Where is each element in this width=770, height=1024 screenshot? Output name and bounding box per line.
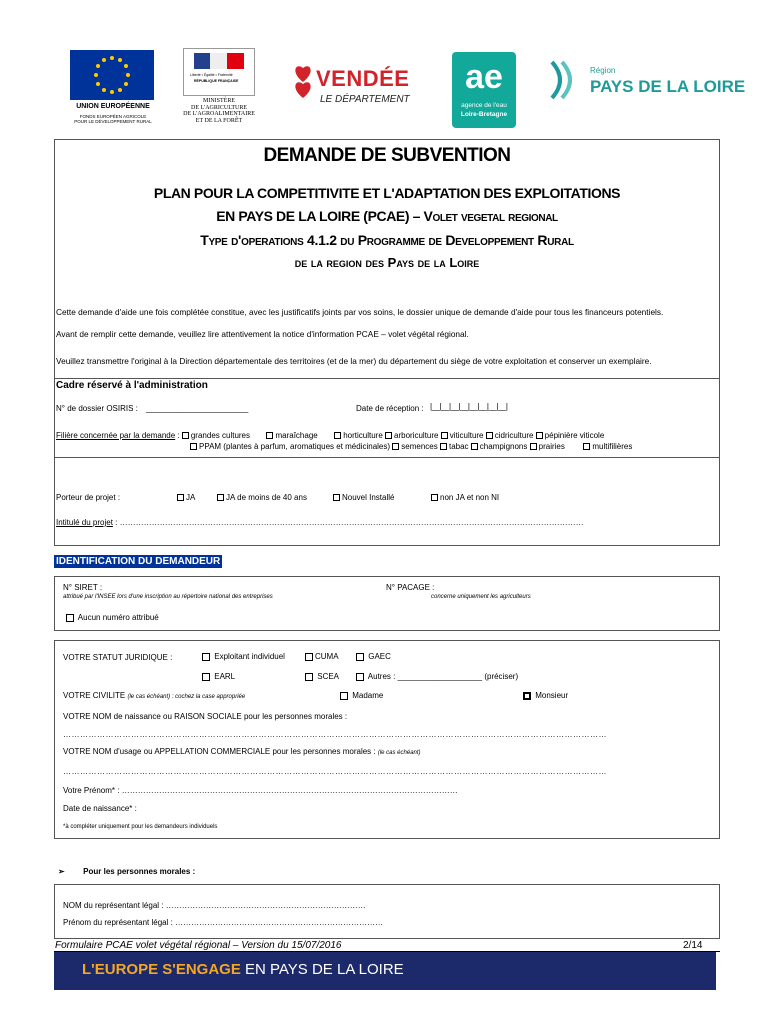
checkbox-icon[interactable] xyxy=(66,614,74,622)
intitule-line xyxy=(56,518,584,527)
civilite-madame[interactable]: Madame xyxy=(340,691,383,700)
filiere-tabac[interactable]: tabac xyxy=(440,442,469,451)
rf-devise: Liberté • Égalité • Fraternité xyxy=(190,73,233,77)
porteur-non-ja[interactable]: non JA et non NI xyxy=(431,493,499,502)
checkbox-icon[interactable] xyxy=(177,494,184,501)
checkbox-icon[interactable] xyxy=(356,653,364,661)
subtitle-line3: Type d'operations 4.1.2 du Programme de Developpement Rural xyxy=(200,232,574,248)
ministere-line1: MINISTÈRE xyxy=(203,98,235,104)
porteur-nouvel-installe[interactable]: Nouvel Installé xyxy=(333,493,394,502)
subtitle-line1: PLAN POUR LA COMPETITIVITE ET L'ADAPTATION DES EXPLOITATIONS xyxy=(153,185,621,201)
siret-note: attribué par l'INSEE lors d'une inscription au répertoire national des entreprises xyxy=(63,594,273,600)
civilite-note: (le cas échéant) : cochez la case appropriée xyxy=(127,694,246,700)
nom-representant-field[interactable]: NOM du représentant légal : ………………………………………………………………… xyxy=(63,901,366,910)
checkbox-icon[interactable] xyxy=(266,432,273,439)
intitule-label: Intitulé du projet xyxy=(56,518,113,527)
checkbox-icon[interactable] xyxy=(385,432,392,439)
statut-scea[interactable]: SCEA xyxy=(305,672,339,681)
filiere-arboriculture[interactable]: arboriculture xyxy=(385,431,438,440)
ministere-logo xyxy=(183,48,258,128)
checkbox-icon[interactable] xyxy=(305,653,313,661)
europe-banner xyxy=(54,952,716,990)
checkbox-icon[interactable] xyxy=(440,443,447,450)
subtitle-line2 xyxy=(54,208,720,224)
prenom-representant-field[interactable]: Prénom du représentant légal : …………………………………………………………………… xyxy=(63,918,384,927)
checkbox-icon[interactable] xyxy=(392,443,399,450)
admin-divider-mid xyxy=(54,457,720,458)
morales-heading xyxy=(58,867,195,876)
svg-text:ae: ae xyxy=(465,58,503,94)
checkbox-icon[interactable] xyxy=(431,494,438,501)
checkbox-icon[interactable] xyxy=(305,673,313,681)
vendee-logo xyxy=(292,64,417,114)
usage-field[interactable]: ………………………………………………………………………………………………………………………………………………………………………… xyxy=(63,767,607,776)
statut-earl[interactable]: EARL xyxy=(202,672,235,681)
prenom-field[interactable]: Votre Prénom* : ……………………………………………………………………………………………………………… xyxy=(63,786,458,795)
region-name: PAYS DE LA LOIRE xyxy=(590,77,746,96)
reception-field[interactable]: |__|__|__|__|__|__|__|__| xyxy=(430,402,508,411)
checkbox-icon[interactable] xyxy=(583,443,590,450)
ministere-line3: DE L'AGROALIMENTAIRE xyxy=(183,111,255,117)
intitule-field[interactable]: : ………………………………………………………………………………………………………………………………………………………… xyxy=(112,518,584,527)
aucun-numero[interactable]: Aucun numéro attribué xyxy=(66,613,159,622)
checkbox-icon[interactable] xyxy=(182,432,189,439)
eu-flag-icon xyxy=(70,50,154,100)
filiere-label: Filière concernée par la demande xyxy=(56,431,176,440)
subtitle-line2a: EN PAYS DE LA LOIRE (PCAE) – xyxy=(216,208,424,224)
porteur-ja-40[interactable]: JA de moins de 40 ans xyxy=(217,493,307,502)
region-label: Région xyxy=(590,66,616,75)
ministere-line4: ET DE LA FORÊT xyxy=(195,117,243,124)
agence-ae-icon xyxy=(459,58,509,94)
agence-line2: Loire-Bretagne xyxy=(460,111,508,118)
subtitle-line4: de la region des Pays de la Loire xyxy=(294,255,480,270)
morales-title: Pour les personnes morales : xyxy=(83,867,196,876)
filiere-prairies[interactable]: prairies xyxy=(530,442,565,451)
tricolor-icon xyxy=(194,53,244,69)
filiere-champignons[interactable]: champignons xyxy=(471,442,528,451)
checkbox-icon[interactable] xyxy=(530,443,537,450)
checkbox-icon[interactable] xyxy=(333,494,340,501)
filiere-viticulture[interactable]: viticulture xyxy=(441,431,484,440)
footer-version: Formulaire PCAE volet végétal régional – Version du 15/07/2016 xyxy=(55,940,342,951)
eu-logo xyxy=(68,50,158,132)
vendee-sub: LE DÉPARTEMENT xyxy=(320,94,410,105)
checkbox-icon[interactable] xyxy=(486,432,493,439)
admin-divider-top xyxy=(54,378,720,379)
checkbox-icon[interactable] xyxy=(356,673,364,681)
filiere-line2 xyxy=(190,442,632,451)
filiere-grandes-cultures[interactable]: grandes cultures xyxy=(182,431,250,440)
filiere-ppam[interactable]: PPAM (plantes à parfum, aromatiques et médicinales) xyxy=(190,442,390,451)
porteur-ja[interactable]: JA xyxy=(177,493,195,502)
intro-paragraph-3: Veuillez transmettre l'original à la Direction départementale des territoires (et de la mer) du département du siège de votre exploitation et conserver un exemplaire. xyxy=(56,356,652,366)
checkbox-icon[interactable] xyxy=(334,432,341,439)
intro-paragraph-1: Cette demande d'aide une fois complétée constitue, avec les justificatifs joints par vos soins, le dossier unique de demande d'aide pour tous les financeurs potentiels. xyxy=(56,307,664,317)
filiere-colon: : xyxy=(175,431,182,440)
region-logo xyxy=(546,60,746,105)
filiere-line1 xyxy=(56,431,604,440)
statut-exploitant[interactable]: Exploitant individuel xyxy=(202,652,285,661)
rf-name: RÉPUBLIQUE FRANÇAISE xyxy=(194,79,239,83)
intro-paragraph-2: Avant de remplir cette demande, veuillez lire attentivement la notice d'information PCAE – volet végétal régional. xyxy=(56,329,469,339)
checkbox-icon[interactable] xyxy=(202,653,210,661)
usage-label: VOTRE NOM d'usage ou APPELLATION COMMERCIALE pour les personnes morales : xyxy=(63,747,376,756)
statut-gaec[interactable]: GAEC xyxy=(356,652,391,661)
osiris-label: N° de dossier OSIRIS : xyxy=(56,404,138,413)
banner-text-b: EN PAYS DE LA LOIRE xyxy=(245,961,404,978)
page-title: DEMANDE DE SUBVENTION xyxy=(263,145,511,166)
civilite-label: VOTRE CIVILITE xyxy=(63,691,126,700)
filiere-cidriculture[interactable]: cidriculture xyxy=(486,431,534,440)
nom-label: VOTRE NOM de naissance ou RAISON SOCIALE pour les personnes morales : xyxy=(63,712,348,721)
filiere-pepiniere[interactable]: pépinière viticole xyxy=(536,431,605,440)
vendee-hearts-icon xyxy=(292,64,314,102)
checkbox-icon[interactable] xyxy=(340,692,348,700)
checkbox-icon[interactable] xyxy=(217,494,224,501)
usage-line xyxy=(63,747,421,756)
filiere-horticulture[interactable]: horticulture xyxy=(334,431,383,440)
statut-autres[interactable]: Autres : ___________________ (préciser) xyxy=(356,672,518,681)
statut-cuma[interactable]: CUMA xyxy=(305,652,339,661)
arrow-bullet-icon: ➢ xyxy=(58,867,65,876)
agence-eau-logo xyxy=(452,52,516,128)
checkbox-icon[interactable] xyxy=(471,443,478,450)
checkbox-icon[interactable] xyxy=(523,692,531,700)
filiere-multifilieres[interactable]: multifilières xyxy=(583,442,632,451)
individuels-footnote: *à compléter uniquement pour les demandeurs individuels xyxy=(63,824,218,830)
filiere-maraichage[interactable]: maraîchage xyxy=(266,431,317,440)
vendee-name: VENDÉE xyxy=(316,66,410,91)
civilite-line xyxy=(63,691,245,700)
porteur-label: Porteur de projet : xyxy=(56,493,121,502)
morales-box xyxy=(54,884,720,939)
pacage-note: concerne uniquement les agriculteurs xyxy=(431,594,531,600)
marianne-block xyxy=(183,48,255,96)
statut-box xyxy=(54,640,720,839)
civilite-monsieur[interactable]: Monsieur xyxy=(523,691,568,700)
eu-logo-label: UNION EUROPÉENNE xyxy=(76,103,150,110)
checkbox-icon[interactable] xyxy=(536,432,543,439)
nom-field[interactable]: ………………………………………………………………………………………………………………………………………………………………………… xyxy=(63,730,607,739)
identification-section-title: IDENTIFICATION DU DEMANDEUR xyxy=(56,556,221,567)
ministere-line2: DE L'AGRICULTURE xyxy=(190,104,248,111)
checkbox-icon[interactable] xyxy=(441,432,448,439)
usage-note: (le cas échéant) xyxy=(377,750,421,756)
reception-label: Date de réception : xyxy=(356,404,424,413)
naissance-field[interactable]: Date de naissance* : xyxy=(63,804,137,813)
subtitle-line2b: Volet vegetal regional xyxy=(423,208,558,224)
pacage-label: N° PACAGE : xyxy=(386,583,435,592)
eu-logo-sub2: POUR LE DÉVELOPPEMENT RURAL xyxy=(74,119,152,124)
siret-label: N° SIRET : xyxy=(63,583,103,592)
statut-label: VOTRE STATUT JURIDIQUE : xyxy=(63,653,173,662)
banner-text-a: L'EUROPE S'ENGAGE xyxy=(82,961,245,978)
admin-title: Cadre réservé à l'administration xyxy=(56,380,208,391)
checkbox-icon[interactable] xyxy=(202,673,210,681)
eu-logo-sub1: FONDS EUROPÉEN AGRICOLE xyxy=(79,114,147,119)
checkbox-icon[interactable] xyxy=(190,443,197,450)
agence-line1: agence de l'eau xyxy=(461,102,507,109)
region-arcs-icon xyxy=(546,60,582,100)
filiere-semences[interactable]: semences xyxy=(392,442,437,451)
page-number: 2/14 xyxy=(683,940,703,951)
osiris-field[interactable]: _______________________ xyxy=(146,404,249,413)
